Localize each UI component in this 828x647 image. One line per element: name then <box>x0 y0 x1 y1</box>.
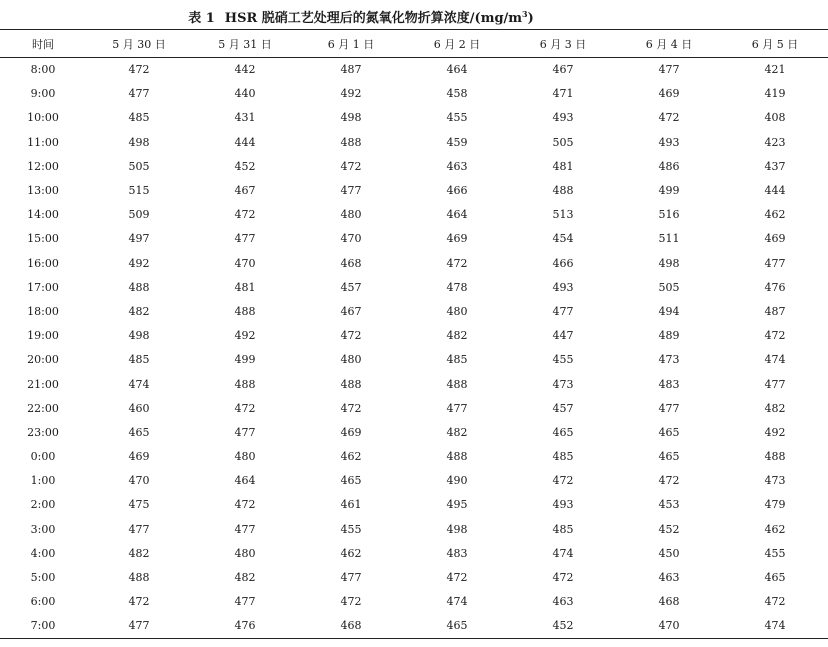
value-cell: 462 <box>340 546 362 560</box>
value-cell: 408 <box>764 111 786 125</box>
value-cell: 470 <box>128 474 150 488</box>
value-cell: 481 <box>234 280 256 294</box>
value-cell: 485 <box>552 450 574 464</box>
value-cell: 505 <box>552 135 574 149</box>
value-cell: 462 <box>764 208 786 222</box>
time-cell: 22:00 <box>27 401 59 415</box>
value-cell: 509 <box>128 208 150 222</box>
value-cell: 474 <box>764 353 786 367</box>
value-cell: 472 <box>340 595 362 609</box>
value-cell: 477 <box>764 377 786 391</box>
value-cell: 480 <box>446 304 468 318</box>
value-cell: 488 <box>340 135 362 149</box>
value-cell: 472 <box>234 208 256 222</box>
time-cell: 12:00 <box>27 159 59 173</box>
table-row <box>0 420 828 444</box>
value-cell: 477 <box>658 63 680 77</box>
table-number: 表 1 <box>188 11 215 26</box>
table-body <box>0 58 828 639</box>
value-cell: 467 <box>340 304 362 318</box>
table-row <box>0 324 828 348</box>
value-cell: 488 <box>234 304 256 318</box>
time-cell: 4:00 <box>30 546 56 560</box>
value-cell: 515 <box>128 184 150 198</box>
value-cell: 477 <box>340 571 362 585</box>
value-cell: 466 <box>552 256 574 270</box>
column-header-time: 时间 <box>0 30 86 58</box>
value-cell: 483 <box>658 377 680 391</box>
value-cell: 463 <box>446 159 468 173</box>
value-cell: 465 <box>404 614 510 638</box>
value-cell: 495 <box>446 498 468 512</box>
column-header-date: 6 月 5 日 <box>722 30 828 58</box>
value-cell: 485 <box>446 353 468 367</box>
value-cell: 482 <box>764 401 786 415</box>
value-cell: 472 <box>234 498 256 512</box>
value-cell: 480 <box>340 208 362 222</box>
value-cell: 455 <box>552 353 574 367</box>
time-cell: 8:00 <box>30 63 56 77</box>
header-row <box>0 30 828 58</box>
value-cell: 489 <box>658 329 680 343</box>
value-cell: 487 <box>764 304 786 318</box>
value-cell: 452 <box>234 159 256 173</box>
time-cell: 14:00 <box>27 208 59 222</box>
value-cell: 492 <box>128 256 150 270</box>
value-cell: 472 <box>764 595 786 609</box>
time-cell: 13:00 <box>27 184 59 198</box>
value-cell: 492 <box>234 329 256 343</box>
time-cell: 0:00 <box>30 450 56 464</box>
value-cell: 481 <box>552 159 574 173</box>
value-cell: 477 <box>86 614 192 638</box>
value-cell: 465 <box>128 425 150 439</box>
value-cell: 467 <box>552 63 574 77</box>
table-row <box>0 227 828 251</box>
time-cell: 11:00 <box>27 135 59 149</box>
column-header-date: 6 月 2 日 <box>404 30 510 58</box>
value-cell: 465 <box>658 450 680 464</box>
value-cell: 483 <box>446 546 468 560</box>
value-cell: 493 <box>552 111 574 125</box>
value-cell: 442 <box>234 63 256 77</box>
value-cell: 421 <box>764 63 786 77</box>
value-cell: 470 <box>340 232 362 246</box>
value-cell: 492 <box>764 425 786 439</box>
value-cell: 467 <box>234 184 256 198</box>
time-cell: 20:00 <box>27 353 59 367</box>
table-row <box>0 565 828 589</box>
value-cell: 450 <box>658 546 680 560</box>
value-cell: 472 <box>446 256 468 270</box>
value-cell: 447 <box>552 329 574 343</box>
time-cell: 23:00 <box>27 425 59 439</box>
value-cell: 480 <box>234 546 256 560</box>
value-cell: 440 <box>234 87 256 101</box>
value-cell: 482 <box>128 304 150 318</box>
value-cell: 470 <box>616 614 722 638</box>
value-cell: 513 <box>552 208 574 222</box>
time-cell: 16:00 <box>27 256 59 270</box>
value-cell: 477 <box>234 232 256 246</box>
table-title <box>225 11 534 26</box>
column-header-date: 5 月 31 日 <box>192 30 298 58</box>
value-cell: 454 <box>552 232 574 246</box>
table-title-text: HSR 脱硝工艺处理后的氮氧化物折算浓度/(mg/m <box>224 11 523 26</box>
table-row <box>0 58 828 82</box>
table-title-close: ) <box>527 11 534 26</box>
value-cell: 431 <box>234 111 256 125</box>
table-row <box>0 469 828 493</box>
value-cell: 488 <box>234 377 256 391</box>
table-row <box>0 348 828 372</box>
value-cell: 474 <box>552 546 574 560</box>
value-cell: 458 <box>446 87 468 101</box>
table-row <box>0 82 828 106</box>
value-cell: 472 <box>234 401 256 415</box>
table-row <box>0 251 828 275</box>
value-cell: 487 <box>340 63 362 77</box>
value-cell: 472 <box>658 474 680 488</box>
value-cell: 497 <box>128 232 150 246</box>
time-cell: 18:00 <box>27 304 59 318</box>
value-cell: 480 <box>234 450 256 464</box>
value-cell: 473 <box>658 353 680 367</box>
value-cell: 477 <box>128 522 150 536</box>
table-caption <box>0 5 722 28</box>
value-cell: 453 <box>658 498 680 512</box>
value-cell: 474 <box>722 614 828 638</box>
value-cell: 477 <box>446 401 468 415</box>
value-cell: 476 <box>764 280 786 294</box>
value-cell: 469 <box>340 425 362 439</box>
table-row <box>0 445 828 469</box>
value-cell: 469 <box>764 232 786 246</box>
value-cell: 477 <box>552 304 574 318</box>
time-cell: 2:00 <box>30 498 56 512</box>
value-cell: 474 <box>128 377 150 391</box>
value-cell: 499 <box>234 353 256 367</box>
value-cell: 462 <box>764 522 786 536</box>
value-cell: 473 <box>764 474 786 488</box>
value-cell: 494 <box>658 304 680 318</box>
value-cell: 455 <box>446 111 468 125</box>
value-cell: 462 <box>340 450 362 464</box>
value-cell: 423 <box>764 135 786 149</box>
time-cell: 15:00 <box>27 232 59 246</box>
value-cell: 471 <box>552 87 574 101</box>
value-cell: 498 <box>128 329 150 343</box>
value-cell: 465 <box>552 425 574 439</box>
table-row <box>0 130 828 154</box>
time-cell: 3:00 <box>30 522 56 536</box>
value-cell: 472 <box>764 329 786 343</box>
time-cell: 10:00 <box>27 111 59 125</box>
unit-superscript: 3 <box>522 9 528 19</box>
value-cell: 468 <box>298 614 404 638</box>
time-cell: 5:00 <box>30 571 56 585</box>
value-cell: 474 <box>446 595 468 609</box>
time-cell: 17:00 <box>27 280 59 294</box>
value-cell: 477 <box>128 87 150 101</box>
table-row <box>0 299 828 323</box>
value-cell: 472 <box>552 474 574 488</box>
value-cell: 472 <box>128 595 150 609</box>
value-cell: 482 <box>234 571 256 585</box>
value-cell: 488 <box>128 280 150 294</box>
value-cell: 477 <box>658 401 680 415</box>
value-cell: 472 <box>340 401 362 415</box>
value-cell: 459 <box>446 135 468 149</box>
column-header-date: 6 月 1 日 <box>298 30 404 58</box>
value-cell: 493 <box>552 498 574 512</box>
value-cell: 488 <box>446 377 468 391</box>
value-cell: 498 <box>446 522 468 536</box>
value-cell: 463 <box>552 595 574 609</box>
table-row <box>0 614 828 638</box>
value-cell: 482 <box>128 546 150 560</box>
value-cell: 505 <box>658 280 680 294</box>
value-cell: 465 <box>658 425 680 439</box>
value-cell: 480 <box>340 353 362 367</box>
value-cell: 488 <box>340 377 362 391</box>
table-row <box>0 396 828 420</box>
value-cell: 485 <box>128 353 150 367</box>
value-cell: 475 <box>128 498 150 512</box>
value-cell: 472 <box>340 329 362 343</box>
value-cell: 492 <box>340 87 362 101</box>
value-cell: 493 <box>552 280 574 294</box>
value-cell: 472 <box>128 63 150 77</box>
value-cell: 468 <box>340 256 362 270</box>
value-cell: 473 <box>552 377 574 391</box>
value-cell: 472 <box>340 159 362 173</box>
value-cell: 477 <box>764 256 786 270</box>
value-cell: 437 <box>764 159 786 173</box>
value-cell: 488 <box>446 450 468 464</box>
value-cell: 477 <box>234 595 256 609</box>
value-cell: 469 <box>128 450 150 464</box>
value-cell: 516 <box>658 208 680 222</box>
value-cell: 457 <box>340 280 362 294</box>
table-row <box>0 517 828 541</box>
time-cell: 6:00 <box>30 595 56 609</box>
value-cell: 444 <box>764 184 786 198</box>
value-cell: 455 <box>764 546 786 560</box>
value-cell: 464 <box>446 208 468 222</box>
table-header <box>0 30 828 58</box>
value-cell: 455 <box>340 522 362 536</box>
value-cell: 505 <box>128 159 150 173</box>
value-cell: 469 <box>446 232 468 246</box>
value-cell: 493 <box>658 135 680 149</box>
value-cell: 477 <box>340 184 362 198</box>
value-cell: 463 <box>658 571 680 585</box>
table-row <box>0 154 828 178</box>
value-cell: 482 <box>446 425 468 439</box>
value-cell: 461 <box>340 498 362 512</box>
value-cell: 490 <box>446 474 468 488</box>
value-cell: 476 <box>192 614 298 638</box>
value-cell: 488 <box>764 450 786 464</box>
value-cell: 488 <box>128 571 150 585</box>
value-cell: 464 <box>234 474 256 488</box>
table-row <box>0 106 828 130</box>
table-row <box>0 203 828 227</box>
value-cell: 472 <box>658 111 680 125</box>
value-cell: 498 <box>658 256 680 270</box>
value-cell: 457 <box>552 401 574 415</box>
value-cell: 468 <box>658 595 680 609</box>
value-cell: 482 <box>446 329 468 343</box>
value-cell: 419 <box>764 87 786 101</box>
table-row <box>0 275 828 299</box>
table-row <box>0 372 828 396</box>
value-cell: 478 <box>446 280 468 294</box>
table-row <box>0 493 828 517</box>
value-cell: 486 <box>658 159 680 173</box>
table-row <box>0 590 828 614</box>
concentration-table <box>0 29 828 639</box>
value-cell: 472 <box>446 571 468 585</box>
value-cell: 470 <box>234 256 256 270</box>
value-cell: 472 <box>552 571 574 585</box>
value-cell: 444 <box>234 135 256 149</box>
time-cell: 1:00 <box>30 474 56 488</box>
value-cell: 464 <box>446 63 468 77</box>
value-cell: 498 <box>128 135 150 149</box>
value-cell: 477 <box>234 522 256 536</box>
time-cell: 9:00 <box>30 87 56 101</box>
value-cell: 477 <box>234 425 256 439</box>
value-cell: 488 <box>552 184 574 198</box>
value-cell: 479 <box>764 498 786 512</box>
value-cell: 465 <box>340 474 362 488</box>
value-cell: 466 <box>446 184 468 198</box>
time-cell: 7:00 <box>0 614 86 638</box>
table-row <box>0 541 828 565</box>
time-cell: 21:00 <box>27 377 59 391</box>
value-cell: 511 <box>658 232 680 246</box>
table-row <box>0 178 828 202</box>
value-cell: 485 <box>552 522 574 536</box>
value-cell: 469 <box>658 87 680 101</box>
value-cell: 465 <box>764 571 786 585</box>
value-cell: 485 <box>128 111 150 125</box>
value-cell: 452 <box>510 614 616 638</box>
column-header-date: 5 月 30 日 <box>86 30 192 58</box>
value-cell: 499 <box>658 184 680 198</box>
column-header-date: 6 月 3 日 <box>510 30 616 58</box>
value-cell: 498 <box>340 111 362 125</box>
column-header-date: 6 月 4 日 <box>616 30 722 58</box>
value-cell: 460 <box>128 401 150 415</box>
value-cell: 452 <box>658 522 680 536</box>
time-cell: 19:00 <box>27 329 59 343</box>
